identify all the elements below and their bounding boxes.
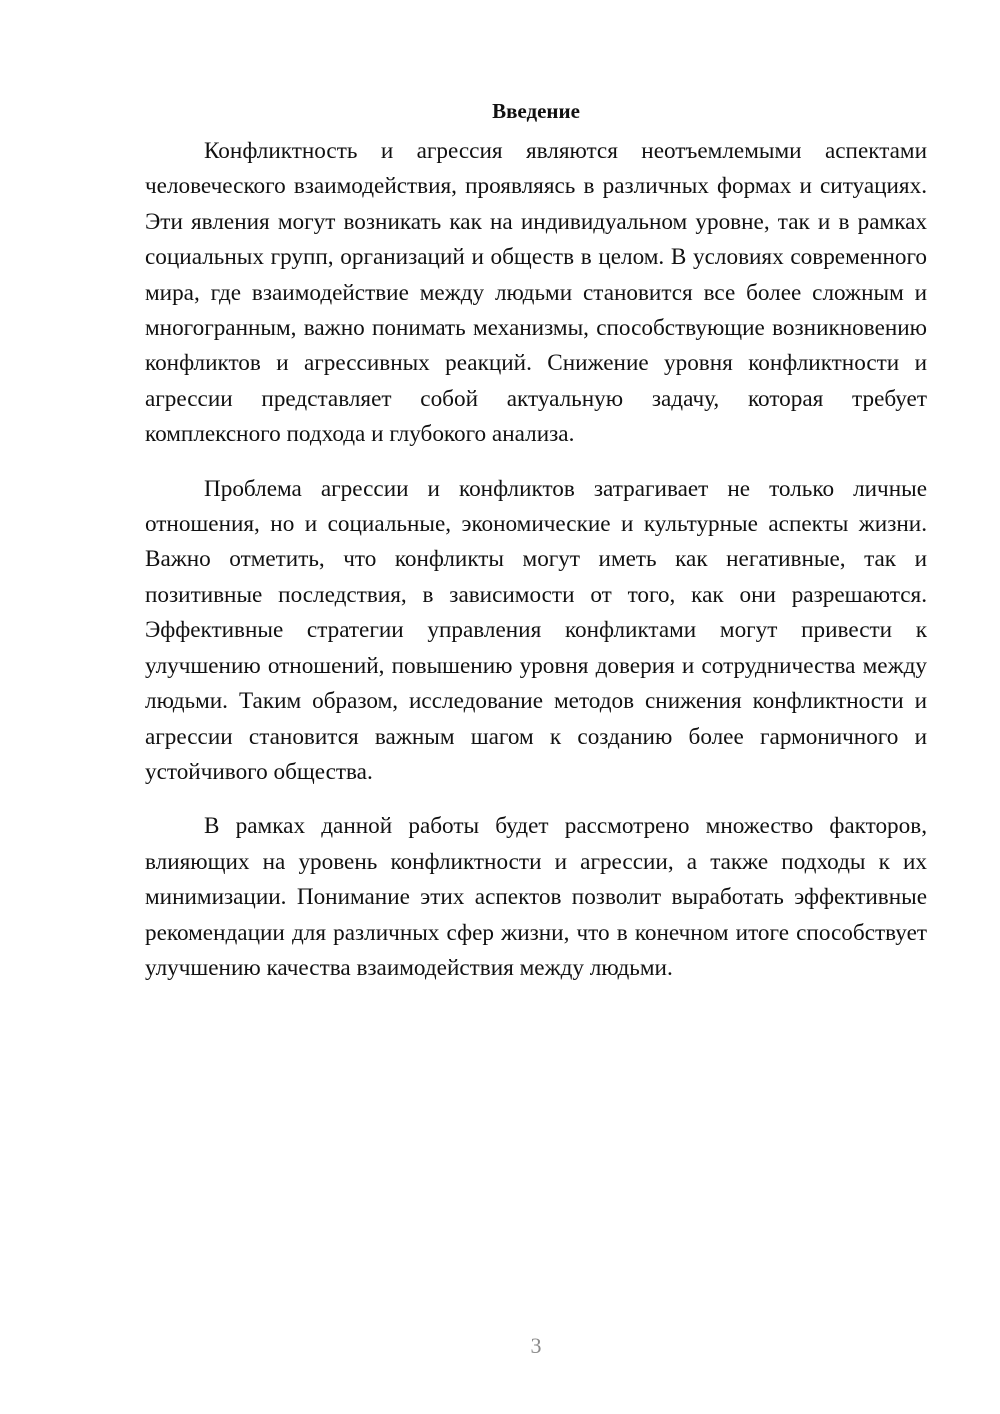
page-number: 3 [530,1333,542,1358]
section-heading: Введение [492,99,580,123]
paragraph-3: В рамках данной работы будет рассмотрено множество факторов, влияющих на уровень конфликтности и агрессии, а также подходы к их минимизации. Понимание этих аспектов позволит выработать эффективные рекомендации для различных сфер жизни, что в конечном итоге способствует улучшению качества взаимодействия между людьми. [145,813,927,981]
paragraph-2: Проблема агрессии и конфликтов затрагивает не только личные отношения, но и социальные, экономические и культурные аспекты жизни. Важно отметить, что конфликты могут иметь как негативные, так и позитивные последствия, в зависимости от того, как они разрешаются. Эффективные стратегии управления конфликтами могут привести к улучшению отношений, повышению уровня доверия и сотрудничества между людьми. Таким образом, исследование методов снижения конфликтности и агрессии становится важным шагом к созданию более гармоничного и устойчивого общества. [145,475,927,785]
page-content [145,96,927,986]
paragraph-1: Конфликтность и агрессия являются неотъемлемыми аспектами человеческого взаимодействия, проявляясь в различных формах и ситуациях. Эти явления могут возникать как на индивидуальном уровне, так и в рамках социальных групп, организаций и обществ в целом. В условиях современного мира, где взаимодействие между людьми становится все более сложным и многогранным, важно понимать механизмы, способствующие возникновению конфликтов и агрессивных реакций. Снижение уровня конфликтности и агрессии представляет собой актуальную задачу, которая требует комплексного подхода и глубокого анализа. [145,138,927,448]
